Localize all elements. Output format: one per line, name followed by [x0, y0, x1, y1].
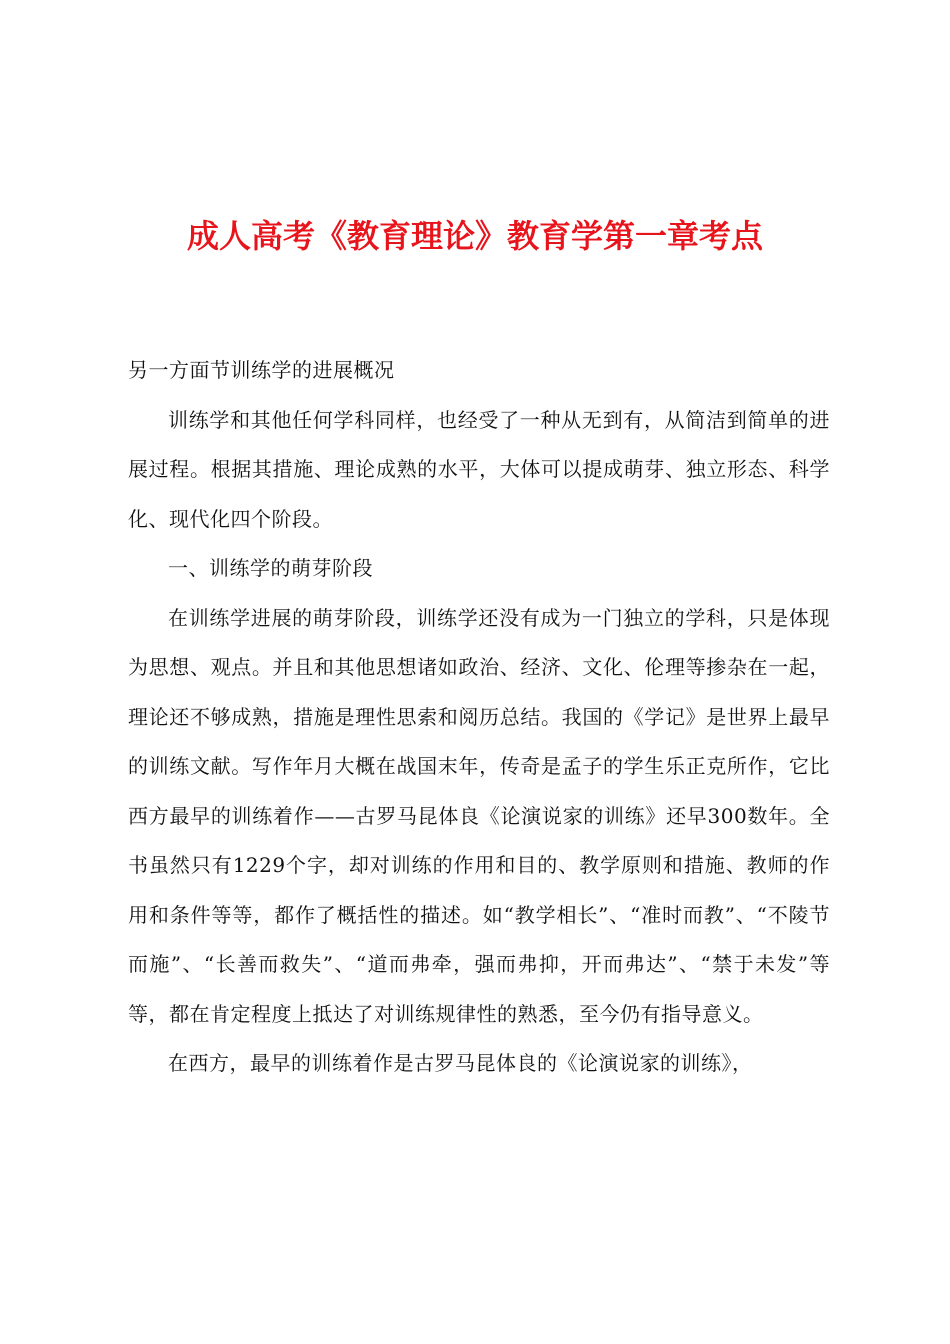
paragraph-sprout-stage: 在训练学进展的萌芽阶段，训练学还没有成为一门独立的学科，只是体现为思想、观点。并且和其他思想诸如政治、经济、文化、伦理等掺杂在一起，理论还不够成熟，措施是理性思索和阅历总结。我国的《学记》是世界上最早的训练文献。写作年月大概在战国末年，传奇是孟子的学生乐正克所作，它比西方最早的训练着作——古罗马昆体良《论演说家的训练》还早300数年。全书虽然只有1229个字，却对训练的作用和目的、教学原则和措施、教师的作用和条件等等，都作了概括性的描述。如“教学相长”、“准时而教”、“不陵节而施”、“长善而救失”、“道而弗牵，强而弗抑，开而弗达”、“禁于未发”等等，都在肯定程度上抵达了对训练规律性的熟悉，至今仍有指导意义。 [128, 605, 830, 1026]
document-body [128, 346, 830, 1089]
subheading-sprout-stage: 一、训练学的萌芽阶段 [168, 556, 373, 580]
document-title: 成人高考《教育理论》教育学第一章考点 [186, 217, 763, 255]
paragraph-west: 在西方，最早的训练着作是古罗马昆体良的《论演说家的训练》， [168, 1051, 753, 1075]
section-heading: 另一方面节训练学的进展概况 [128, 358, 395, 382]
paragraph-intro: 训练学和其他任何学科同样，也经受了一种从无到有，从简洁到简单的进展过程。根据其措施、理论成熟的水平，大体可以提成萌芽、独立形态、科学化、现代化四个阶段。 [128, 407, 830, 531]
